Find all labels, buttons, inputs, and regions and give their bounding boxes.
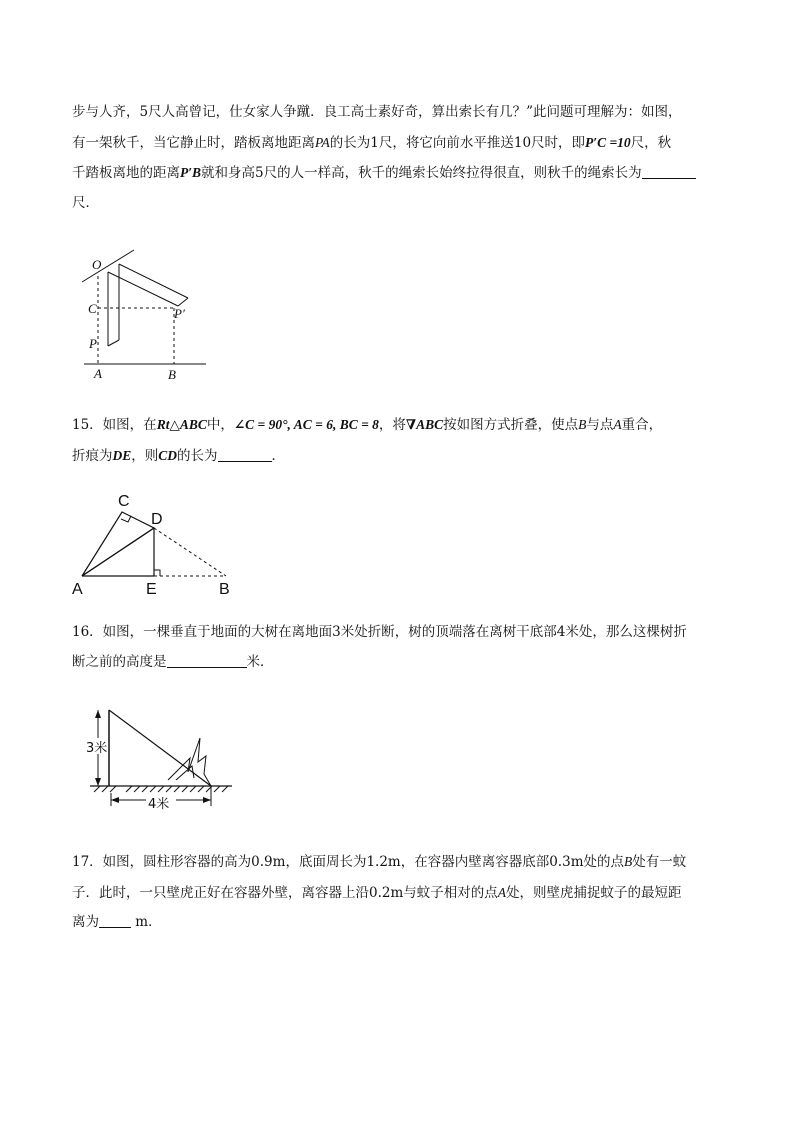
- q17-line-3: [72, 908, 722, 938]
- label-b: B: [219, 581, 230, 598]
- q17-text-seg: 离为: [72, 914, 99, 930]
- q17-text-seg: 处，则壁虎捕捉蚊子的最短距: [506, 884, 682, 901]
- label-o: O: [92, 257, 102, 272]
- q14-line-3: [72, 158, 722, 189]
- q14-text-seg: 有一架秋千，当它静止时，踏板离地距离: [72, 134, 315, 151]
- label-a: A: [72, 581, 83, 598]
- q16-text-seg: 米．: [246, 653, 274, 670]
- q17-line-2: [72, 878, 722, 909]
- triangle-fold-figure: [66, 488, 246, 600]
- question-16-text: [72, 618, 722, 677]
- q14-line-2: [72, 128, 722, 159]
- q15-text-seg: 的长为: [177, 447, 218, 464]
- arrow-right: [203, 797, 211, 803]
- triangle-acd: [82, 512, 154, 576]
- label-b: B: [168, 367, 176, 382]
- math-rt-abc: Rt△ABC: [156, 417, 207, 432]
- q16-line-1: 16．如图，一棵垂直于地面的大树在离地面3米处折断，树的顶端落在离树干底部4米处，那么这棵树折: [72, 624, 687, 640]
- math-b: B: [578, 417, 587, 432]
- arrow-down: [95, 778, 101, 786]
- q14-text-seg: 千踏板离地的距离: [72, 165, 180, 181]
- question-14-text: [72, 98, 722, 218]
- tree-branch: [176, 766, 194, 780]
- label-c: C: [88, 301, 97, 316]
- q15-text-seg: 15．如图，在: [72, 417, 157, 433]
- rope-swung-2: [119, 264, 188, 298]
- math-pb: P′B: [180, 165, 202, 180]
- q14-text-seg: 就和身高5尺的人一样高，秋千的绳索长始终拉得很直，则秋千的绳索长为: [201, 165, 642, 181]
- height-label: 3米: [86, 741, 108, 756]
- q17-text-seg: 子．此时，一只壁虎正好在容器外壁，离容器上沿0.2m与蚊子相对的点: [72, 884, 498, 901]
- ground-hatch: [94, 786, 228, 792]
- seat: [108, 340, 119, 346]
- q15-line-1: [72, 410, 722, 441]
- label-a: A: [94, 366, 102, 381]
- q17-text-seg: 处有一蚊: [632, 854, 687, 870]
- broken-tree-figure: [80, 700, 240, 820]
- q16-line-2: [72, 648, 722, 678]
- math-b: B: [624, 854, 633, 869]
- math-abc: ∇ABC: [405, 417, 444, 432]
- q15-text-seg: ．: [271, 447, 286, 464]
- q14-text-seg: 尺，秋: [630, 134, 672, 151]
- label-e: E: [146, 581, 157, 598]
- q15-line-2: [72, 441, 722, 472]
- label-p: P: [89, 336, 97, 351]
- math-cd: CD: [158, 447, 178, 463]
- q15-text-seg: 重合，: [621, 417, 663, 433]
- q14-line-1: 步与人齐，5尺人高曾记，仕女家人争蹴．良工高士素好奇，算出索长有几？”此问题可理解为：如图，: [72, 104, 682, 120]
- label-c: C: [118, 493, 130, 510]
- q15-text-seg: 按如图方式折叠，使点: [443, 417, 579, 433]
- q15-text-seg: 与点: [586, 417, 614, 433]
- right-angle-e: [154, 570, 160, 576]
- q15-text-seg: 中，: [206, 417, 234, 433]
- width-label: 4米: [148, 797, 170, 812]
- q15-text-seg: ，则: [131, 447, 159, 464]
- arrow-left: [111, 797, 119, 803]
- math-conditions: ∠C = 90°, AC = 6, BC = 8: [233, 417, 379, 432]
- right-angle-c: [121, 516, 131, 522]
- answer-blank-14[interactable]: [642, 164, 696, 179]
- tree-crown: [168, 738, 211, 786]
- segment-db: [154, 528, 226, 576]
- segment-ad: [82, 528, 154, 576]
- question-15-text: [72, 410, 722, 471]
- answer-blank-17[interactable]: [99, 913, 131, 928]
- math-pc-eq: P′C =10: [585, 134, 631, 150]
- answer-blank-16[interactable]: [167, 653, 247, 668]
- label-p-prime: P′: [174, 306, 185, 321]
- q14-line-4: 尺．: [72, 194, 99, 211]
- seat-swung: [178, 298, 188, 306]
- q15-text-seg: ，将: [378, 417, 406, 433]
- answer-blank-15[interactable]: [218, 447, 272, 462]
- q16-text-seg: 断之前的高度是: [72, 653, 167, 670]
- fallen-top: [109, 710, 211, 786]
- math-pa: PA: [315, 134, 330, 150]
- q17-line-1: [72, 847, 722, 878]
- swing-figure: [70, 246, 220, 386]
- question-17-text: [72, 847, 722, 938]
- q17-text-seg: m．: [131, 914, 162, 930]
- label-d: D: [151, 511, 163, 528]
- q17-text-seg: 17．如图，圆柱形容器的高为0.9m，底面周长为1.2m，在容器内壁离容器底部0.3m处的点: [72, 854, 624, 870]
- math-a: A: [497, 884, 507, 900]
- q15-text-seg: 折痕为: [72, 447, 113, 464]
- math-de: DE: [112, 447, 132, 463]
- arrow-up: [95, 710, 101, 718]
- math-a: A: [613, 417, 622, 432]
- q14-text-seg: 的长为1尺，将它向前水平推送10尺时，即: [329, 134, 586, 151]
